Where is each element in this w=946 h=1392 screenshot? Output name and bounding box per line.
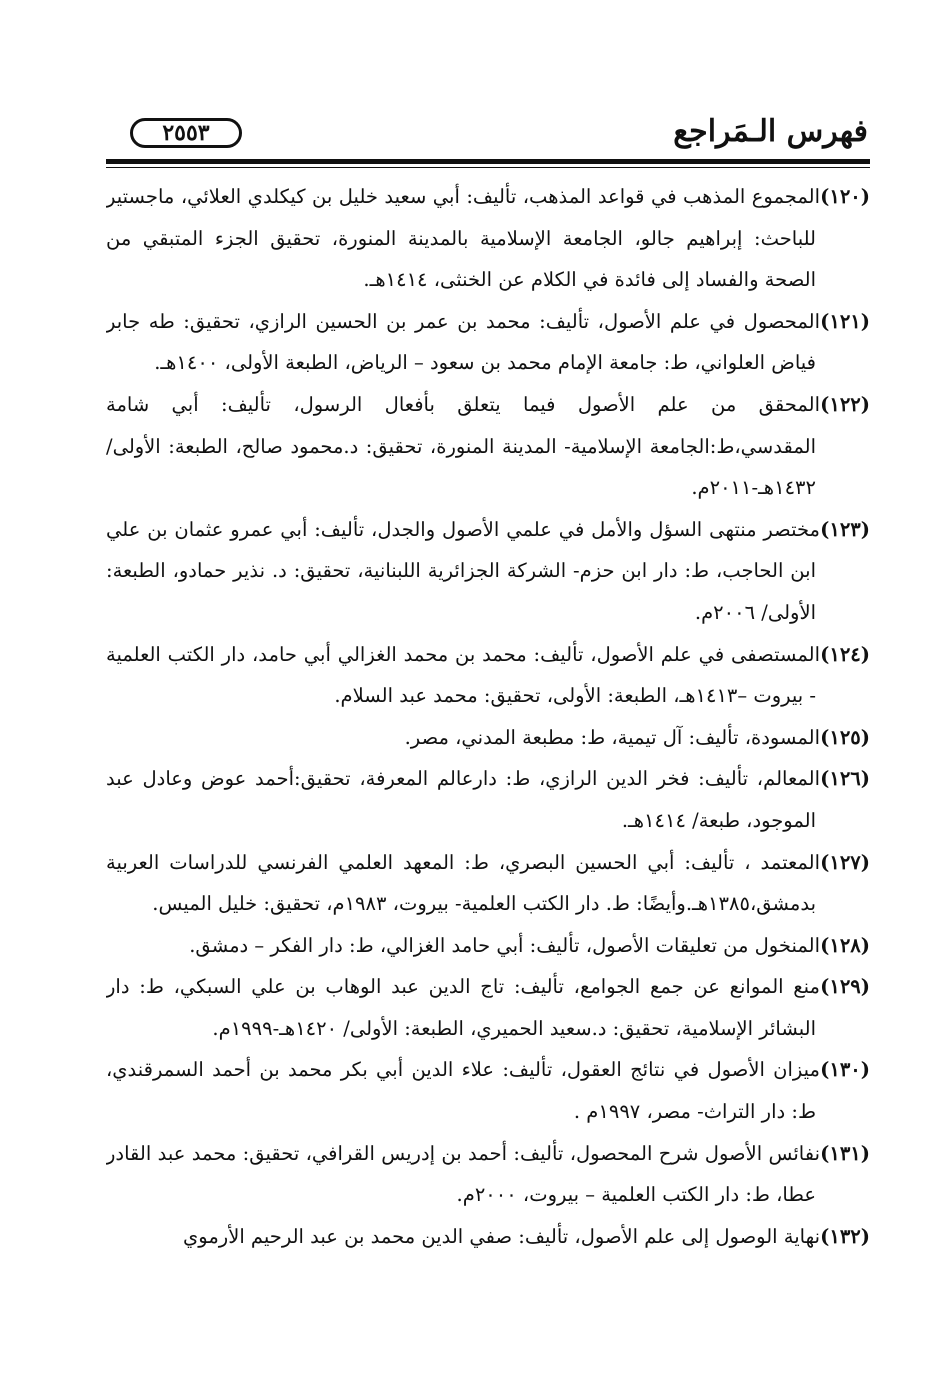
references-list — [106, 176, 870, 1286]
reference-number: (١٣٢) — [820, 1224, 870, 1248]
reference-entry — [106, 758, 870, 841]
reference-number: (١٢٢) — [820, 392, 870, 416]
reference-number: (١٢٩) — [820, 975, 870, 999]
reference-number: (١٢١) — [820, 309, 870, 333]
reference-text: منع الموانع عن جمع الجوامع، تأليف: تاج الدين عبد الوهاب بن علي السبكي، ط: دار البشائر الإسلامية، تحقيق: د.سعيد الحميري، الطبعة: الأولى/ ١٤٢٠هـ-١٩٩٩م. — [106, 975, 820, 1040]
reference-text: المجموع المذهب في قواعد المذهب، تأليف: أبي سعيد خليل بن كيكلدي العلائي، ماجستير للباحث: إبراهيم جالو، الجامعة الإسلامية بالمدينة المنورة، تحقيق الجزء المتبقي من الصحة والفساد إلى فائدة في الكلام عن الخنثى، ١٤١٤هـ. — [106, 185, 820, 292]
reference-text: المعتمد ، تأليف: أبي الحسين البصري، ط: المعهد العلمي الفرنسي للدراسات العربية بدمشق،١٣٨٥هـ.وأيضًا: ط. دار الكتب العلمية- بيروت، ١٩٨٣م، تحقيق: خليل الميس. — [106, 850, 820, 916]
reference-entry — [106, 176, 870, 301]
reference-entry — [106, 509, 870, 634]
reference-number: (١٢٨) — [820, 933, 870, 957]
reference-text: نهاية الوصول إلى علم الأصول، تأليف: صفي الدين محمد بن عبد الرحيم الأرموي — [183, 1224, 820, 1248]
reference-entry — [106, 1133, 870, 1216]
page-number: ٢٥٥٣ — [130, 118, 242, 148]
reference-number: (١٢٣) — [820, 517, 870, 541]
reference-text: المحصول في علم الأصول، تأليف: محمد بن عمر بن الحسين الرازي، تحقيق: طه جابر فياض العلواني، ط: جامعة الإمام محمد بن سعود – الرياض، الطبعة الأولى، ١٤٠٠هـ. — [106, 309, 820, 375]
reference-text: المحقق من علم الأصول فيما يتعلق بأفعال الرسول، تأليف: أبي شامة المقدسي،ط:الجامعة الإسلامية- المدينة المنورة، تحقيق: د.محمود صالح، الطبعة: الأولى/ ١٤٣٢هـ-٢٠١١م. — [106, 392, 820, 500]
reference-entry — [106, 1216, 870, 1258]
reference-number: (١٣١) — [820, 1141, 870, 1165]
reference-entry — [106, 925, 870, 967]
header-rule-thin — [106, 167, 870, 168]
reference-entry — [106, 1049, 870, 1132]
reference-entry — [106, 842, 870, 925]
reference-entry — [106, 966, 870, 1049]
page-header — [108, 108, 868, 158]
reference-number: (١٣٠) — [820, 1058, 870, 1082]
reference-number: (١٢٧) — [820, 850, 870, 874]
reference-text: المعالم، تأليف: فخر الدين الرازي، ط: دارعالم المعرفة، تحقيق:أحمد عوض وعادل عبد الموجود، طبعة/ ١٤١٤هـ. — [106, 767, 820, 832]
reference-number: (١٢٤) — [820, 642, 870, 666]
reference-text: مختصر منتهى السؤل والأمل في علمي الأصول والجدل، تأليف: أبي عمرو عثمان بن علي ابن الحاجب، ط: دار ابن حزم- الشركة الجزائرية اللبنانية، تحقيق: د. نذير حمادو، الطبعة: الأولى/ ٢٠٠٦م. — [106, 517, 820, 624]
page-title: فهرس الـمَراجع — [673, 114, 868, 149]
reference-number: (١٢٠) — [820, 185, 870, 208]
reference-entry — [106, 717, 870, 759]
reference-text: نفائس الأصول شرح المحصول، تأليف: أحمد بن إدريس القرافي، تحقيق: محمد عبد القادر عطا، ط: دار الكتب العلمية – بيروت، ٢٠٠٠م. — [106, 1141, 820, 1207]
reference-text: ميزان الأصول في نتائج العقول، تأليف: علاء الدين أبي بكر محمد بن أحمد السمرقندي، ط: دار التراث- مصر، ١٩٩٧م . — [106, 1058, 820, 1124]
reference-entry — [106, 384, 870, 509]
reference-text: المنخول من تعليقات الأصول، تأليف: أبي حامد الغزالي، ط: دار الفكر – دمشق. — [189, 933, 820, 957]
reference-entry — [106, 301, 870, 384]
reference-number: (١٢٥) — [820, 725, 870, 749]
reference-entry — [106, 634, 870, 717]
reference-number: (١٢٦) — [820, 767, 870, 791]
header-rule — [106, 159, 870, 164]
reference-text: المسودة، تأليف: آل تيمية، ط: مطبعة المدني، مصر. — [404, 725, 820, 749]
reference-text: المستصفى في علم الأصول، تأليف: محمد بن محمد الغزالي أبي حامد، دار الكتب العلمية - بيروت –١٤١٣هـ، الطبعة: الأولى، تحقيق: محمد عبد السلام. — [106, 642, 820, 708]
